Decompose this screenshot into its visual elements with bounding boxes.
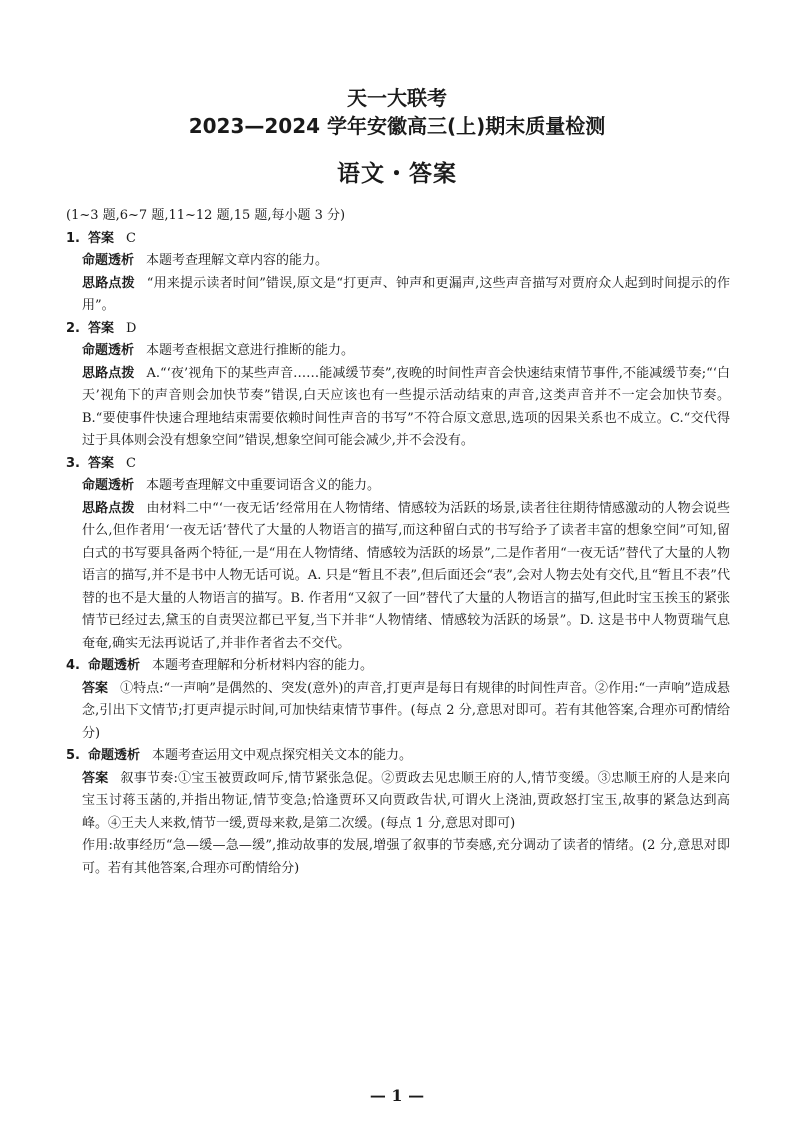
q1-answer-line [66, 228, 730, 251]
q2-analysis-text: 本题考查根据文意进行推断的能力。 [146, 343, 355, 358]
q2-answer-label: 答案 [87, 320, 114, 336]
subject-title: 语文・答案 [337, 161, 457, 187]
scoring-note: (1~3 题,6~7 题,11~12 题,15 题,每小题 3 分) [66, 208, 346, 223]
q2-answer-value: D [126, 320, 137, 336]
q5-answer-para [66, 768, 730, 836]
q4-answer-label: 答案 [82, 680, 109, 696]
q5-analysis-label: 命题透析 [87, 748, 140, 763]
q1-analysis-text: 本题考查理解文章内容的能力。 [146, 253, 329, 268]
q2-hint-para [66, 363, 730, 453]
q2-hint-text: A.“‘夜’视角下的某些声音……能减缓节奏”,夜晚的时间性声音会快速结束情节事件,不能减缓节奏;“‘白天’视角下的声音则会加快节奏”错误,白天应该也有一些提示活动结束的声音,这类声音并不一定会加快节奏。B.“要使事件快速合理地结束需要依赖时间性声音的书写”不符合原文意思,选项的因果关系也不成立。C.“交代得过于具体则会没有想象空间”错误,想象空间可能会减少,并不会没有。 [82, 365, 730, 448]
q1-answer-label: 答案 [87, 230, 114, 246]
q5-effect-para: 作用:故事经历“急—缓—急—缓”,推动故事的发展,增强了叙事的节奏感,充分调动了读者的情绪。(2 分,意思对即可。若有其他答案,合理亦可酌情给分) [82, 838, 730, 876]
q1-number: 1. [66, 230, 80, 246]
q4-analysis-text: 本题考查理解和分析材料内容的能力。 [152, 658, 374, 673]
q5-answer-label: 答案 [82, 770, 109, 786]
q4-analysis-label: 命题透析 [87, 658, 140, 673]
q2-hint-label: 思路点拨 [82, 365, 135, 381]
q3-answer-label: 答案 [87, 455, 114, 471]
q2-analysis-line [66, 340, 730, 363]
q4-answer-text: ①特点:“一声响”是偶然的、突发(意外)的声音,打更声是每日有规律的时间性声音。②作用:“一声响”造成悬念,引出下文情节;打更声提示时间,可加快结束情节事件。(每点 2 分,意思对即可。若有其他答案,合理亦可酌情给分) [82, 680, 730, 741]
answer-content [66, 205, 730, 880]
q3-hint-text: 由材料二中“‘一夜无话’经常用在人物情绪、情感较为活跃的场景,读者往往期待情感激动的人物会说些什么,但作者用‘一夜无话’替代了大量的人物语言的描写,而这种留白式的书写给予了读者丰富的想象空间”可知,留白式的书写要具备两个特征,一是“用在人物情绪、情感较为活跃的场景”,二是作者用“一夜无话”替代了大量的人物语言的描写,并不是书中人物无话可说。A. 只是“暂且不表”,但后面还会“表”,会对人物去处有交代,且“暂且不表”代替的也不是大量的人物语言的描写。B. 作者用“又叙了一回”替代了大量的人物语言的描写,但此时宝玉挨玉的紧张情节已经过去,黛玉的自责哭泣都已平复,当下并非“人物情绪、情感较为活跃的场景”。D. 这是书中人物贾瑞气息奄奄,确实无法再说话了,并非作者省去不交代。 [82, 500, 730, 651]
q3-hint-label: 思路点拨 [82, 500, 135, 516]
q1-answer-value: C [126, 230, 136, 246]
q3-analysis-line [66, 475, 730, 498]
page-number: — 1 — [369, 1086, 425, 1105]
q1-hint-text: “用来提示读者时间”错误,原文是“打更声、钟声和更漏声,这些声音描写对贾府众人起到时间提示的作用”。 [82, 275, 730, 313]
q3-answer-value: C [126, 455, 136, 471]
exam-title: 2023—2024 学年安徽高三(上)期末质量检测 [188, 114, 606, 138]
q4-answer-para [66, 678, 730, 746]
q5-number: 5. [66, 748, 80, 763]
org-title: 天一大联考 [347, 86, 447, 110]
q3-analysis-text: 本题考查理解文中重要词语含义的能力。 [146, 478, 381, 493]
q2-analysis-label: 命题透析 [82, 343, 135, 358]
q2-number: 2. [66, 320, 80, 336]
q2-answer-line [66, 318, 730, 341]
q3-analysis-label: 命题透析 [82, 478, 135, 493]
q1-analysis-line [66, 250, 730, 273]
q4-number: 4. [66, 658, 80, 673]
q5-answer-text: 叙事节奏:①宝玉被贾政呵斥,情节紧张急促。②贾政去见忠顺王府的人,情节变缓。③忠顺王府的人是来向宝玉讨蒋玉菡的,并指出物证,情节变急;恰逢贾环又向贾政告状,可谓火上浇油,贾政怒打宝玉,故事的紧急达到高峰。④王夫人来救,情节一缓,贾母来救,是第二次缓。(每点 1 分,意思对即可) [82, 770, 730, 831]
q3-number: 3. [66, 455, 80, 471]
q4-analysis-line [66, 655, 730, 678]
q1-hint-label: 思路点拨 [82, 275, 135, 291]
q1-analysis-label: 命题透析 [82, 253, 135, 268]
q3-answer-line [66, 453, 730, 476]
q3-hint-para [66, 498, 730, 656]
q5-analysis-line [66, 745, 730, 768]
q1-hint-para [66, 273, 730, 318]
q5-analysis-text: 本题考查运用文中观点探究相关文本的能力。 [152, 748, 413, 763]
